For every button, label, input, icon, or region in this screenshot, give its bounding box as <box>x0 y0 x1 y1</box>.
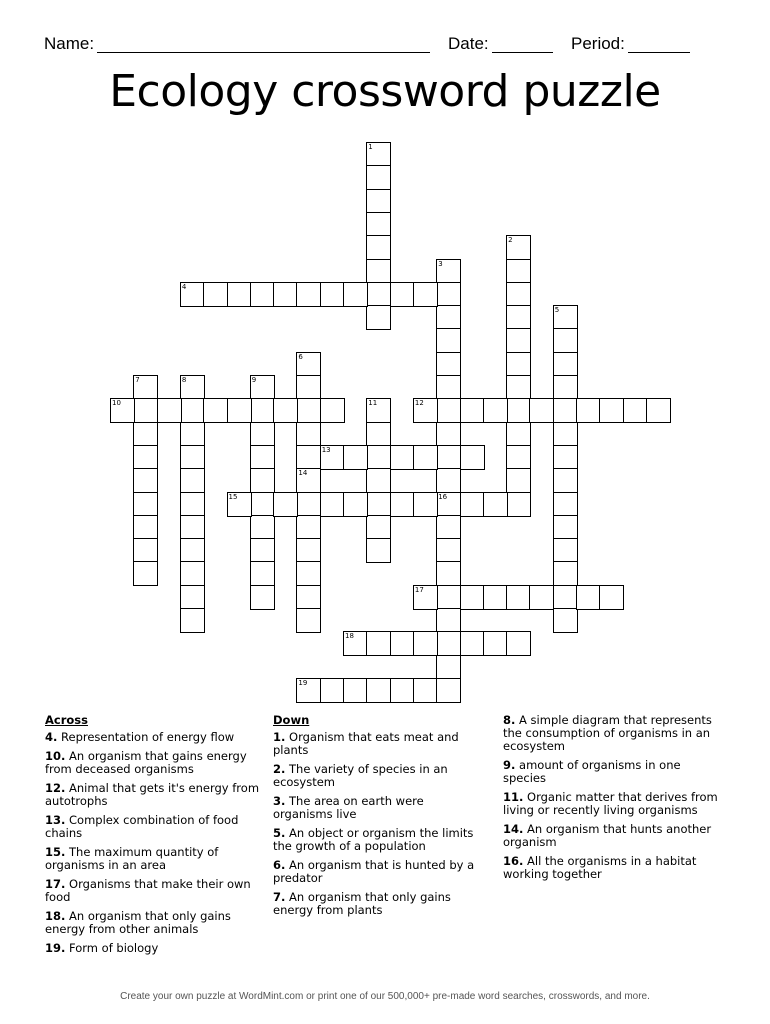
crossword-cell[interactable] <box>553 398 578 423</box>
crossword-cell[interactable] <box>436 259 461 284</box>
crossword-cell[interactable] <box>483 585 508 610</box>
clue-number: 2. <box>273 762 286 776</box>
clue-number: 12. <box>45 781 66 795</box>
crossword-cell[interactable] <box>133 468 158 493</box>
crossword-cell[interactable] <box>553 608 578 633</box>
crossword-cell[interactable] <box>180 492 205 517</box>
crossword-cell[interactable] <box>366 515 391 540</box>
clue-number: 10. <box>45 749 66 763</box>
cell-number: 13 <box>321 445 331 454</box>
crossword-cell[interactable] <box>413 631 438 656</box>
crossword-cell[interactable] <box>366 445 391 470</box>
clue-text: Representation of energy flow <box>61 730 235 744</box>
cell-number: 8 <box>181 376 187 384</box>
crossword-cell[interactable] <box>599 585 624 610</box>
crossword-cell[interactable] <box>460 631 485 656</box>
date-label: Date: <box>448 34 489 53</box>
crossword-cell[interactable] <box>553 305 578 330</box>
crossword-cell[interactable] <box>227 492 252 517</box>
clue-item <box>273 859 483 885</box>
clue-text: Complex combination of food chains <box>45 813 239 840</box>
crossword-cell[interactable] <box>250 422 275 447</box>
crossword-cell[interactable] <box>250 538 275 563</box>
crossword-cell[interactable] <box>436 608 461 633</box>
crossword-cell[interactable] <box>553 561 578 586</box>
crossword-cell[interactable] <box>180 608 205 633</box>
crossword-cell[interactable] <box>343 282 368 307</box>
clue-text: Organism that eats meat and plants <box>273 730 459 757</box>
crossword-cell[interactable] <box>436 422 461 447</box>
clue-item <box>503 855 718 881</box>
clue-text: Organic matter that derives from living or recently living organisms <box>503 790 718 817</box>
crossword-cell[interactable] <box>436 492 461 517</box>
crossword-cell[interactable] <box>529 398 554 423</box>
crossword-cell[interactable] <box>250 492 275 517</box>
crossword-cell[interactable] <box>390 631 415 656</box>
crossword-cell[interactable] <box>366 212 391 237</box>
crossword-cell[interactable] <box>483 398 508 423</box>
crossword-cell[interactable] <box>436 375 461 400</box>
crossword-cell[interactable] <box>436 468 461 493</box>
clue-number: 18. <box>45 909 66 923</box>
crossword-cell[interactable] <box>436 678 461 703</box>
crossword-cell[interactable] <box>320 282 345 307</box>
crossword-cell[interactable] <box>250 445 275 470</box>
cell-number: 14 <box>298 469 308 478</box>
crossword-cell[interactable] <box>203 398 228 423</box>
crossword-cell[interactable] <box>553 328 578 353</box>
clue-text: An organism that only gains energy from other animals <box>45 909 231 936</box>
crossword-cell[interactable] <box>436 561 461 586</box>
crossword-cell[interactable] <box>436 538 461 563</box>
crossword-cell[interactable] <box>506 398 531 423</box>
crossword-cell[interactable] <box>553 352 578 377</box>
crossword-cell[interactable] <box>133 375 158 400</box>
crossword-cell[interactable] <box>390 445 415 470</box>
crossword-cell[interactable] <box>296 492 321 517</box>
crossword-cell[interactable] <box>366 678 391 703</box>
clue-item <box>45 750 260 776</box>
cell-number: 6 <box>298 352 303 361</box>
crossword-cell[interactable] <box>436 305 461 330</box>
crossword-cell[interactable] <box>296 678 321 703</box>
cell-number: 19 <box>298 678 308 687</box>
crossword-cell[interactable] <box>180 515 205 540</box>
clue-number: 6. <box>273 858 286 872</box>
crossword-cell[interactable] <box>460 445 485 470</box>
crossword-cell[interactable] <box>506 305 531 330</box>
crossword-cell[interactable] <box>483 492 508 517</box>
crossword-cell[interactable] <box>599 398 624 423</box>
clue-item <box>503 759 718 785</box>
clue-number: 15. <box>45 845 66 859</box>
across-clues <box>45 714 260 961</box>
clue-number: 1. <box>273 730 286 744</box>
clue-number: 3. <box>273 794 286 808</box>
cell-number: 7 <box>135 376 140 384</box>
crossword-cell[interactable] <box>553 538 578 563</box>
crossword-cell[interactable] <box>296 445 321 470</box>
crossword-cell[interactable] <box>366 235 391 260</box>
crossword-cell[interactable] <box>553 375 578 400</box>
cell-number: 12 <box>414 399 424 408</box>
crossword-cell[interactable] <box>250 398 275 423</box>
page-title: Ecology crossword puzzle <box>109 66 661 117</box>
crossword-cell[interactable] <box>133 515 158 540</box>
crossword-cell[interactable] <box>366 305 391 330</box>
crossword-cell[interactable] <box>133 422 158 447</box>
cell-number: 18 <box>345 632 354 641</box>
crossword-cell[interactable] <box>576 585 601 610</box>
crossword-cell[interactable] <box>436 655 461 680</box>
clue-text: An object or organism the limits the growth of a population <box>273 826 474 853</box>
clue-number: 16. <box>503 854 524 868</box>
crossword-cell[interactable] <box>436 631 461 656</box>
crossword-cell[interactable] <box>133 445 158 470</box>
crossword-cell[interactable] <box>180 561 205 586</box>
clue-number: 4. <box>45 730 58 744</box>
crossword-cell[interactable] <box>553 585 578 610</box>
cell-number: 3 <box>438 259 443 268</box>
crossword-cell[interactable] <box>343 445 368 470</box>
footer-text: Create your own puzzle at WordMint.com or print one of our 500,000+ pre-made word searches, crosswords, and more. <box>120 991 650 1002</box>
crossword-cell[interactable] <box>296 422 321 447</box>
crossword-cell[interactable] <box>296 585 321 610</box>
clue-text: The variety of species in an ecosystem <box>273 762 448 789</box>
clue-item <box>45 910 260 936</box>
crossword-cell[interactable] <box>180 468 205 493</box>
clue-number: 7. <box>273 890 286 904</box>
clue-number: 9. <box>503 758 516 772</box>
crossword-cell[interactable] <box>436 585 461 610</box>
crossword-cell[interactable] <box>250 468 275 493</box>
crossword-cell[interactable] <box>506 282 531 307</box>
crossword-cell[interactable] <box>390 282 415 307</box>
clue-number: 17. <box>45 877 66 891</box>
crossword-cell[interactable] <box>506 585 531 610</box>
crossword-cell[interactable] <box>506 375 531 400</box>
crossword-cell[interactable] <box>343 492 368 517</box>
crossword-cell[interactable] <box>436 328 461 353</box>
clue-text: Animal that gets it's energy from autotrophs <box>45 781 260 808</box>
cell-number: 9 <box>251 376 257 384</box>
clue-item <box>45 846 260 872</box>
clue-text: An organism that hunts another organism <box>503 822 712 849</box>
crossword-cell[interactable] <box>227 282 252 307</box>
clue-text: Form of biology <box>69 941 159 955</box>
crossword-cell[interactable] <box>366 165 391 190</box>
crossword-cell[interactable] <box>203 282 228 307</box>
crossword-cell[interactable] <box>343 678 368 703</box>
crossword-cell[interactable] <box>227 398 252 423</box>
crossword-cell[interactable] <box>553 492 578 517</box>
clue-text: An organism that is hunted by a predator <box>273 858 475 885</box>
crossword-cell[interactable] <box>506 422 531 447</box>
cell-number: 16 <box>438 492 448 501</box>
crossword-cell[interactable] <box>576 398 601 423</box>
crossword-cell[interactable] <box>460 492 485 517</box>
crossword-cell[interactable] <box>413 445 438 470</box>
crossword-cell[interactable] <box>180 398 205 423</box>
clue-number: 13. <box>45 813 66 827</box>
crossword-cell[interactable] <box>250 282 275 307</box>
crossword-cell[interactable] <box>413 398 438 423</box>
crossword-cell[interactable] <box>133 538 158 563</box>
crossword-cell[interactable] <box>506 631 531 656</box>
cell-number: 10 <box>112 399 121 408</box>
crossword-cell[interactable] <box>506 259 531 284</box>
crossword-cell[interactable] <box>553 468 578 493</box>
crossword-cell[interactable] <box>366 189 391 214</box>
down-clues-continued <box>503 714 718 887</box>
clue-item <box>273 827 483 853</box>
crossword-cell[interactable] <box>436 515 461 540</box>
cell-number: 1 <box>368 143 373 151</box>
crossword-cell[interactable] <box>483 631 508 656</box>
clue-number: 8. <box>503 713 516 727</box>
crossword-cell[interactable] <box>296 515 321 540</box>
crossword-cell[interactable] <box>436 445 461 470</box>
cell-number: 5 <box>554 306 560 315</box>
crossword-cell[interactable] <box>250 375 275 400</box>
crossword-cell[interactable] <box>273 398 298 423</box>
crossword-cell[interactable] <box>366 468 391 493</box>
crossword-cell[interactable] <box>343 631 368 656</box>
down-clues <box>273 714 483 923</box>
crossword-cell[interactable] <box>366 492 391 517</box>
crossword-cell[interactable] <box>296 608 321 633</box>
clue-item <box>273 891 483 917</box>
clue-item <box>45 942 260 955</box>
clue-number: 11. <box>503 790 524 804</box>
crossword-cell[interactable] <box>250 515 275 540</box>
crossword-cell[interactable] <box>529 585 554 610</box>
clue-item <box>503 791 718 817</box>
cell-number: 4 <box>181 282 187 291</box>
crossword-cell[interactable] <box>180 422 205 447</box>
crossword-cell[interactable] <box>296 282 321 307</box>
crossword-cell[interactable] <box>413 585 438 610</box>
crossword-cell[interactable] <box>506 352 531 377</box>
crossword-cell[interactable] <box>436 352 461 377</box>
clue-text: The maximum quantity of organisms in an area <box>45 845 219 872</box>
clue-item <box>45 731 260 744</box>
clue-item <box>45 878 260 904</box>
crossword-cell[interactable] <box>296 398 321 423</box>
crossword-cell[interactable] <box>180 375 205 400</box>
crossword-cell[interactable] <box>180 282 205 307</box>
crossword-cell[interactable] <box>320 445 345 470</box>
clue-text: An organism that gains energy from deceased organisms <box>45 749 247 776</box>
crossword-cell[interactable] <box>436 398 461 423</box>
crossword-cell[interactable] <box>506 235 531 260</box>
crossword-cell[interactable] <box>180 445 205 470</box>
crossword-cell[interactable] <box>553 515 578 540</box>
clue-item <box>45 782 260 808</box>
crossword-cell[interactable] <box>133 398 158 423</box>
cell-number: 17 <box>414 585 424 594</box>
crossword-cell[interactable] <box>460 398 485 423</box>
clue-text: Organisms that make their own food <box>45 877 251 904</box>
crossword-cell[interactable] <box>273 282 298 307</box>
clue-text: A simple diagram that represents the consumption of organisms in an ecosystem <box>503 713 712 753</box>
crossword-cell[interactable] <box>390 678 415 703</box>
crossword-cell[interactable] <box>506 468 531 493</box>
crossword-cell[interactable] <box>553 445 578 470</box>
crossword-cell[interactable] <box>413 678 438 703</box>
crossword-cell[interactable] <box>296 538 321 563</box>
crossword-cell[interactable] <box>366 259 391 284</box>
crossword-cell[interactable] <box>436 282 461 307</box>
crossword-cell[interactable] <box>110 398 135 423</box>
clue-number: 19. <box>45 941 66 955</box>
crossword-cell[interactable] <box>366 282 391 307</box>
clue-item <box>273 731 483 757</box>
cell-number: 11 <box>368 399 378 408</box>
crossword-cell[interactable] <box>553 422 578 447</box>
crossword-cell[interactable] <box>180 538 205 563</box>
crossword-cell[interactable] <box>506 492 531 517</box>
crossword-cell[interactable] <box>506 328 531 353</box>
crossword-cell[interactable] <box>250 585 275 610</box>
crossword-cell[interactable] <box>133 561 158 586</box>
crossword-cell[interactable] <box>646 398 671 423</box>
clue-text: The area on earth were organisms live <box>273 794 424 821</box>
across-heading: Across <box>45 713 88 727</box>
clue-text: amount of organisms in one species <box>503 758 681 785</box>
crossword-cell[interactable] <box>250 561 275 586</box>
crossword-cell[interactable] <box>460 585 485 610</box>
cell-number: 2 <box>508 236 513 245</box>
crossword-cell[interactable] <box>180 585 205 610</box>
clue-item <box>503 823 718 849</box>
crossword-cell[interactable] <box>320 678 345 703</box>
crossword-cell[interactable] <box>366 631 391 656</box>
clue-item <box>273 763 483 789</box>
crossword-cell[interactable] <box>366 538 391 563</box>
name-label: Name: <box>44 34 95 53</box>
crossword-cell[interactable] <box>390 492 415 517</box>
crossword-cell[interactable] <box>320 492 345 517</box>
crossword-cell[interactable] <box>413 492 438 517</box>
clue-item <box>273 795 483 821</box>
clue-number: 14. <box>503 822 524 836</box>
crossword-cell[interactable] <box>273 492 298 517</box>
clue-text: An organism that only gains energy from plants <box>273 890 451 917</box>
crossword-cell[interactable] <box>296 468 321 493</box>
crossword-cell[interactable] <box>157 398 182 423</box>
crossword-cell[interactable] <box>506 445 531 470</box>
crossword-cell[interactable] <box>320 398 345 423</box>
crossword-cell[interactable] <box>623 398 648 423</box>
crossword-cell[interactable] <box>296 352 321 377</box>
clue-text: All the organisms in a habitat working together <box>503 854 697 881</box>
crossword-cell[interactable] <box>366 142 391 167</box>
clue-item <box>45 814 260 840</box>
crossword-cell[interactable] <box>296 561 321 586</box>
crossword-cell[interactable] <box>366 422 391 447</box>
clue-item <box>503 714 718 753</box>
crossword-cell[interactable] <box>413 282 438 307</box>
crossword-cell[interactable] <box>133 492 158 517</box>
crossword-cell[interactable] <box>366 398 391 423</box>
down-heading: Down <box>273 713 310 727</box>
clue-number: 5. <box>273 826 286 840</box>
period-label: Period: <box>571 34 625 53</box>
cell-number: 15 <box>228 492 238 501</box>
crossword-cell[interactable] <box>296 375 321 400</box>
